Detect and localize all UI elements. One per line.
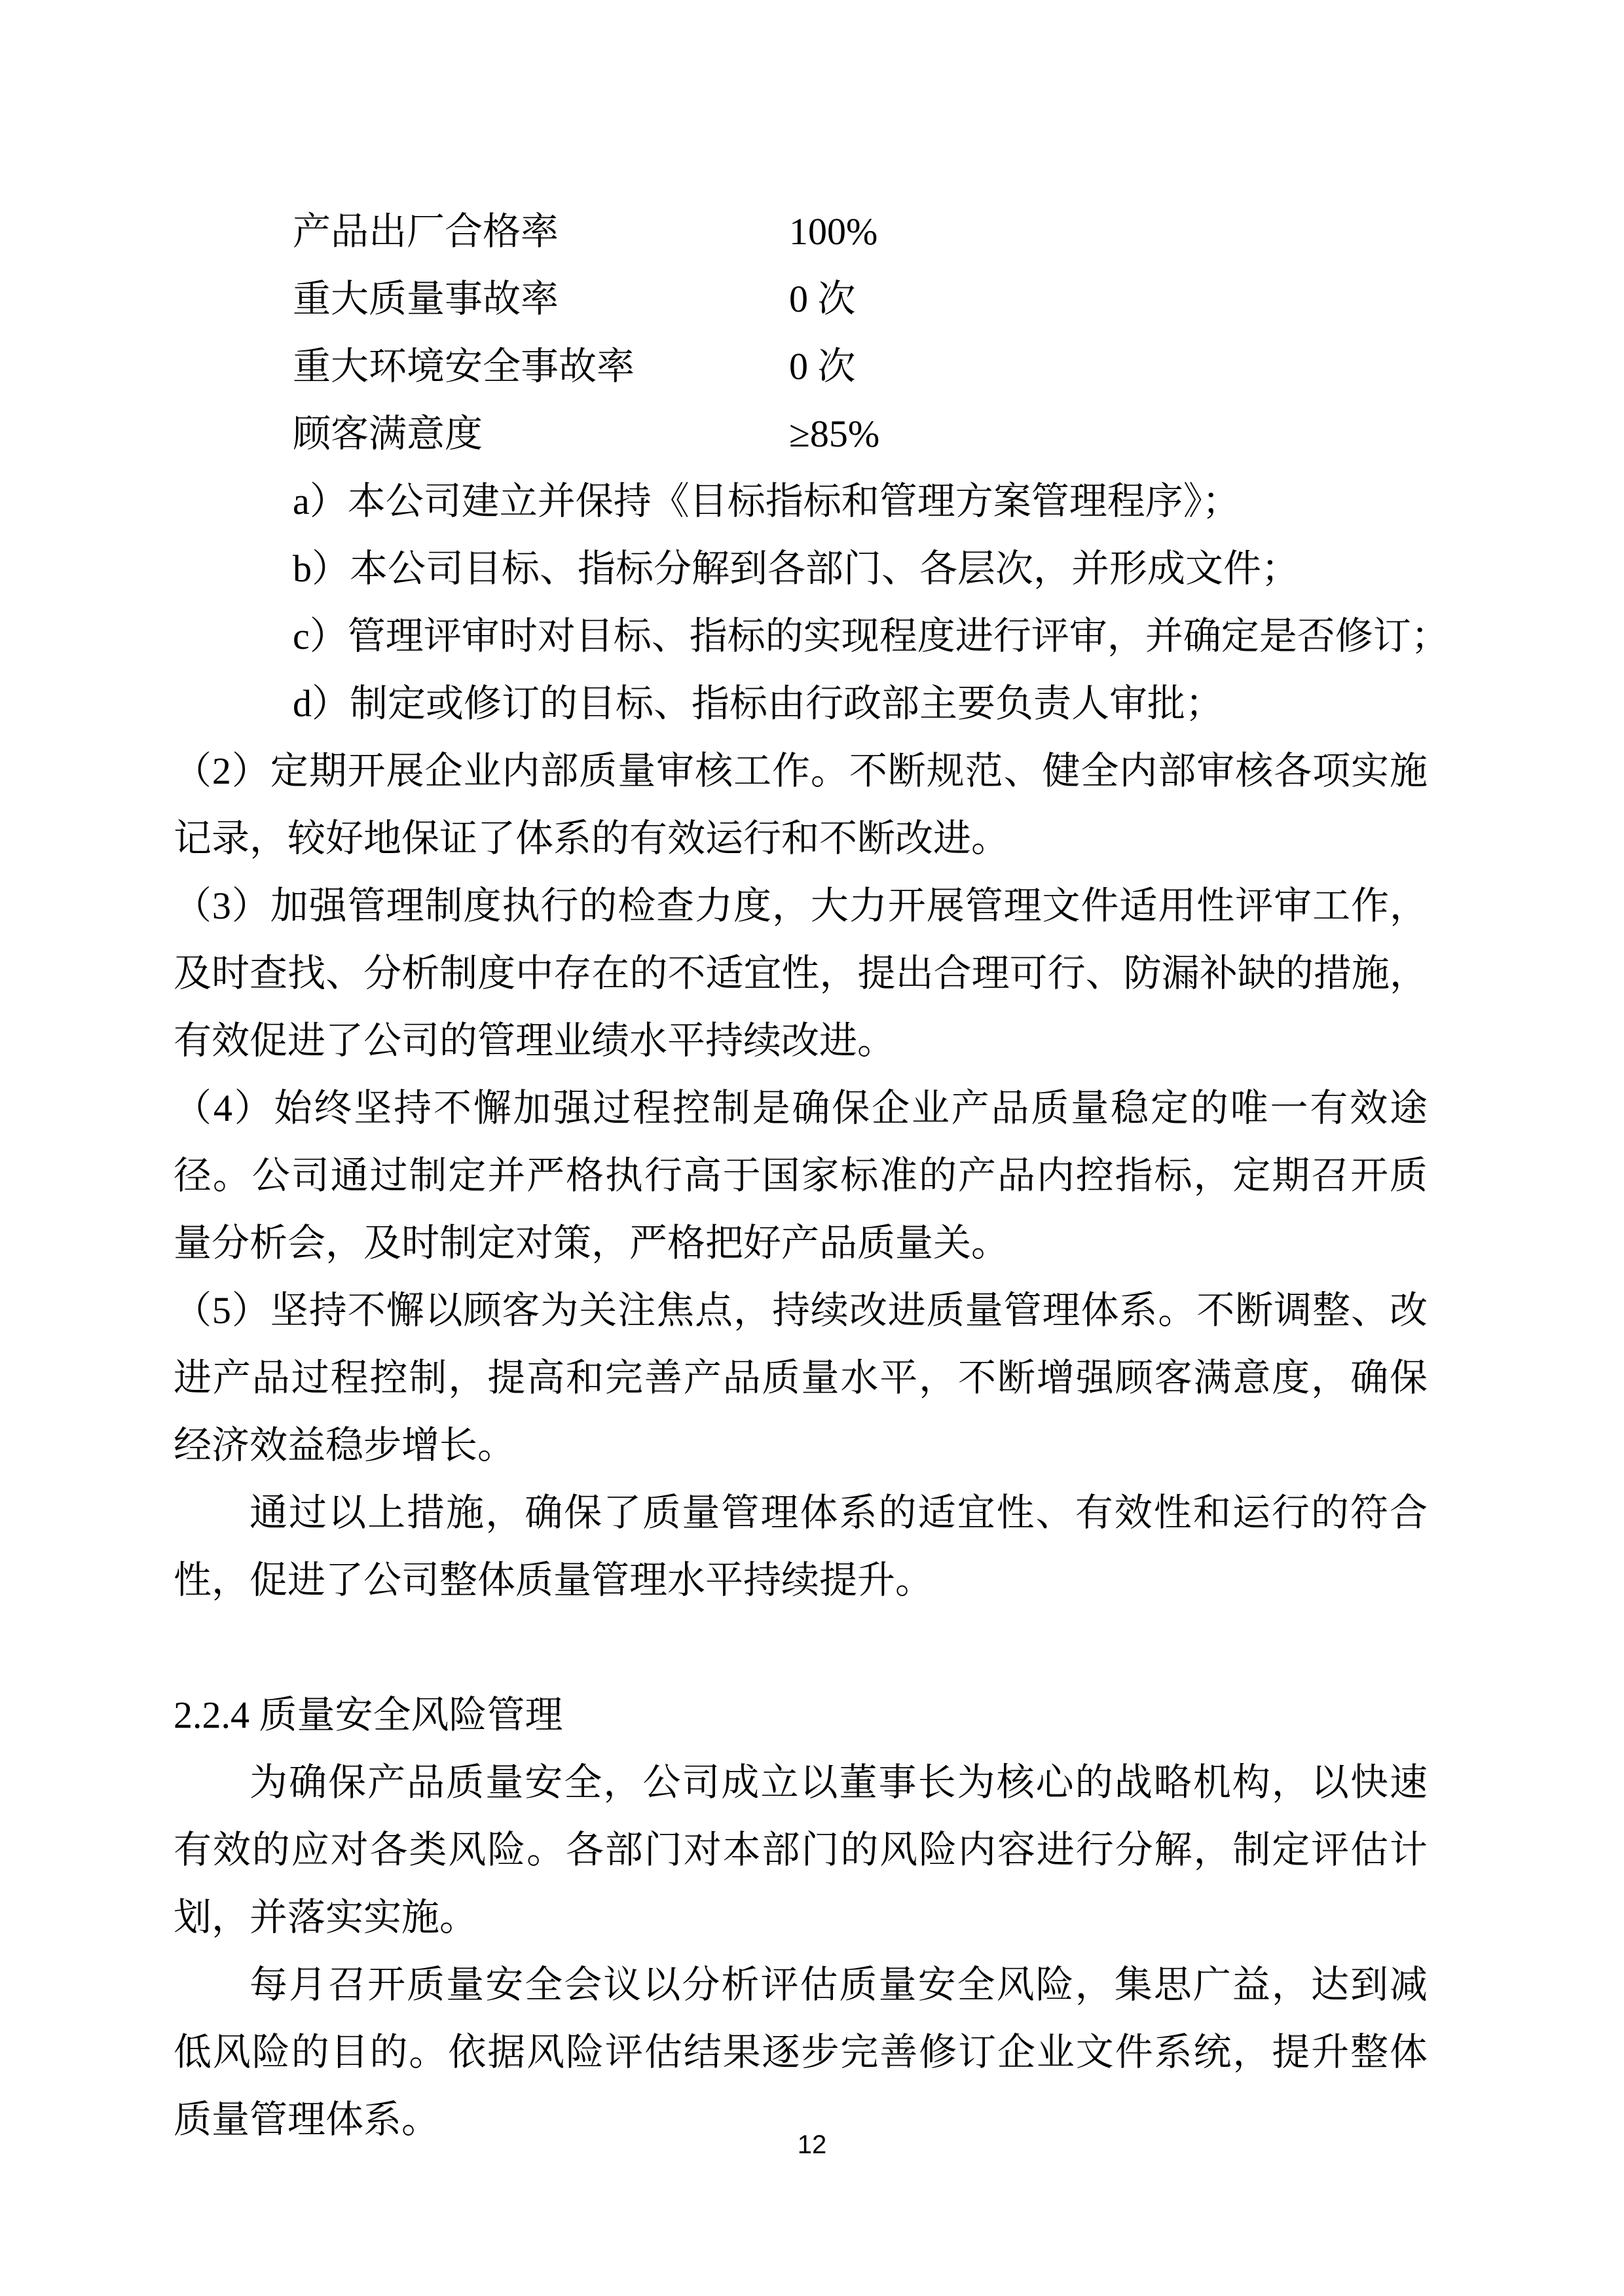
body-line: （3）加强管理制度执行的检查力度，大力开展管理文件适用性评审工作， [174, 884, 1428, 927]
metric-label: 顾客满意度 [293, 412, 483, 455]
clause-line: a）本公司建立并保持《目标指标和管理方案管理程序》； [293, 480, 1240, 522]
metric-value: 0 次 [789, 345, 856, 388]
body-line: 进产品过程控制，提高和完善产品质量水平，不断增强顾客满意度，确保 [174, 1357, 1428, 1399]
metric-value: 100% [789, 210, 878, 253]
metric-row [174, 265, 1428, 333]
metric-row [174, 400, 1428, 467]
metric-label: 产品出厂合格率 [293, 210, 559, 253]
body-line: （4）始终坚持不懈加强过程控制是确保企业产品质量稳定的唯一有效途 [174, 1087, 1428, 1129]
metric-value: 0 次 [789, 278, 856, 320]
section-line: 有效的应对各类风险。各部门对本部门的风险内容进行分解，制定评估计 [174, 1829, 1428, 1871]
section-line: 为确保产品质量安全，公司成立以董事长为核心的战略机构，以快速 [249, 1761, 1428, 1804]
page-number: 12 [797, 2130, 827, 2159]
metric-label: 重大质量事故率 [293, 278, 559, 320]
metric-label: 重大环境安全事故率 [293, 345, 635, 388]
body-line: 经济效益稳步增长。 [174, 1424, 516, 1467]
body-line: （2）定期开展企业内部质量审核工作。不断规范、健全内部审核各项实施 [174, 750, 1428, 792]
clause-line: c）管理评审时对目标、指标的实现程度进行评审，并确定是否修订； [293, 615, 1449, 657]
section-line: 质量管理体系。 [174, 2098, 440, 2141]
metric-row [174, 333, 1428, 400]
body-line: 通过以上措施，确保了质量管理体系的适宜性、有效性和运行的符合 [249, 1491, 1428, 1534]
body-line: 有效促进了公司的管理业绩水平持续改进。 [174, 1019, 896, 1062]
section-line: 划，并落实实施。 [174, 1896, 478, 1939]
section-line: 低风险的目的。依据风险评估结果逐步完善修订企业文件系统，提升整体 [174, 2031, 1428, 2073]
clause-line: d）制定或修订的目标、指标由行政部主要负责人审批； [293, 682, 1224, 725]
clause-line: b）本公司目标、指标分解到各部门、各层次，并形成文件； [293, 547, 1300, 590]
document-body [174, 198, 1449, 2153]
body-line: 径。公司通过制定并严格执行高于国家标准的产品内控指标，定期召开质 [174, 1154, 1428, 1197]
section-heading: 2.2.4 质量安全风险管理 [174, 1694, 563, 1736]
metric-row [174, 198, 1428, 265]
body-line: （5）坚持不懈以顾客为关注焦点，持续改进质量管理体系。不断调整、改 [174, 1289, 1428, 1332]
body-line: 性，促进了公司整体质量管理水平持续提升。 [174, 1559, 934, 1601]
body-line: 量分析会，及时制定对策，严格把好产品质量关。 [174, 1222, 1010, 1264]
body-line: 及时查找、分析制度中存在的不适宜性，提出合理可行、防漏补缺的措施， [174, 952, 1428, 994]
section-line: 每月召开质量安全会议以分析评估质量安全风险，集思广益，达到减 [249, 1963, 1428, 2006]
blank-line [174, 1614, 1428, 1681]
body-line: 记录，较好地保证了体系的有效运行和不断改进。 [174, 817, 1010, 860]
metric-value: ≥85% [789, 412, 880, 455]
